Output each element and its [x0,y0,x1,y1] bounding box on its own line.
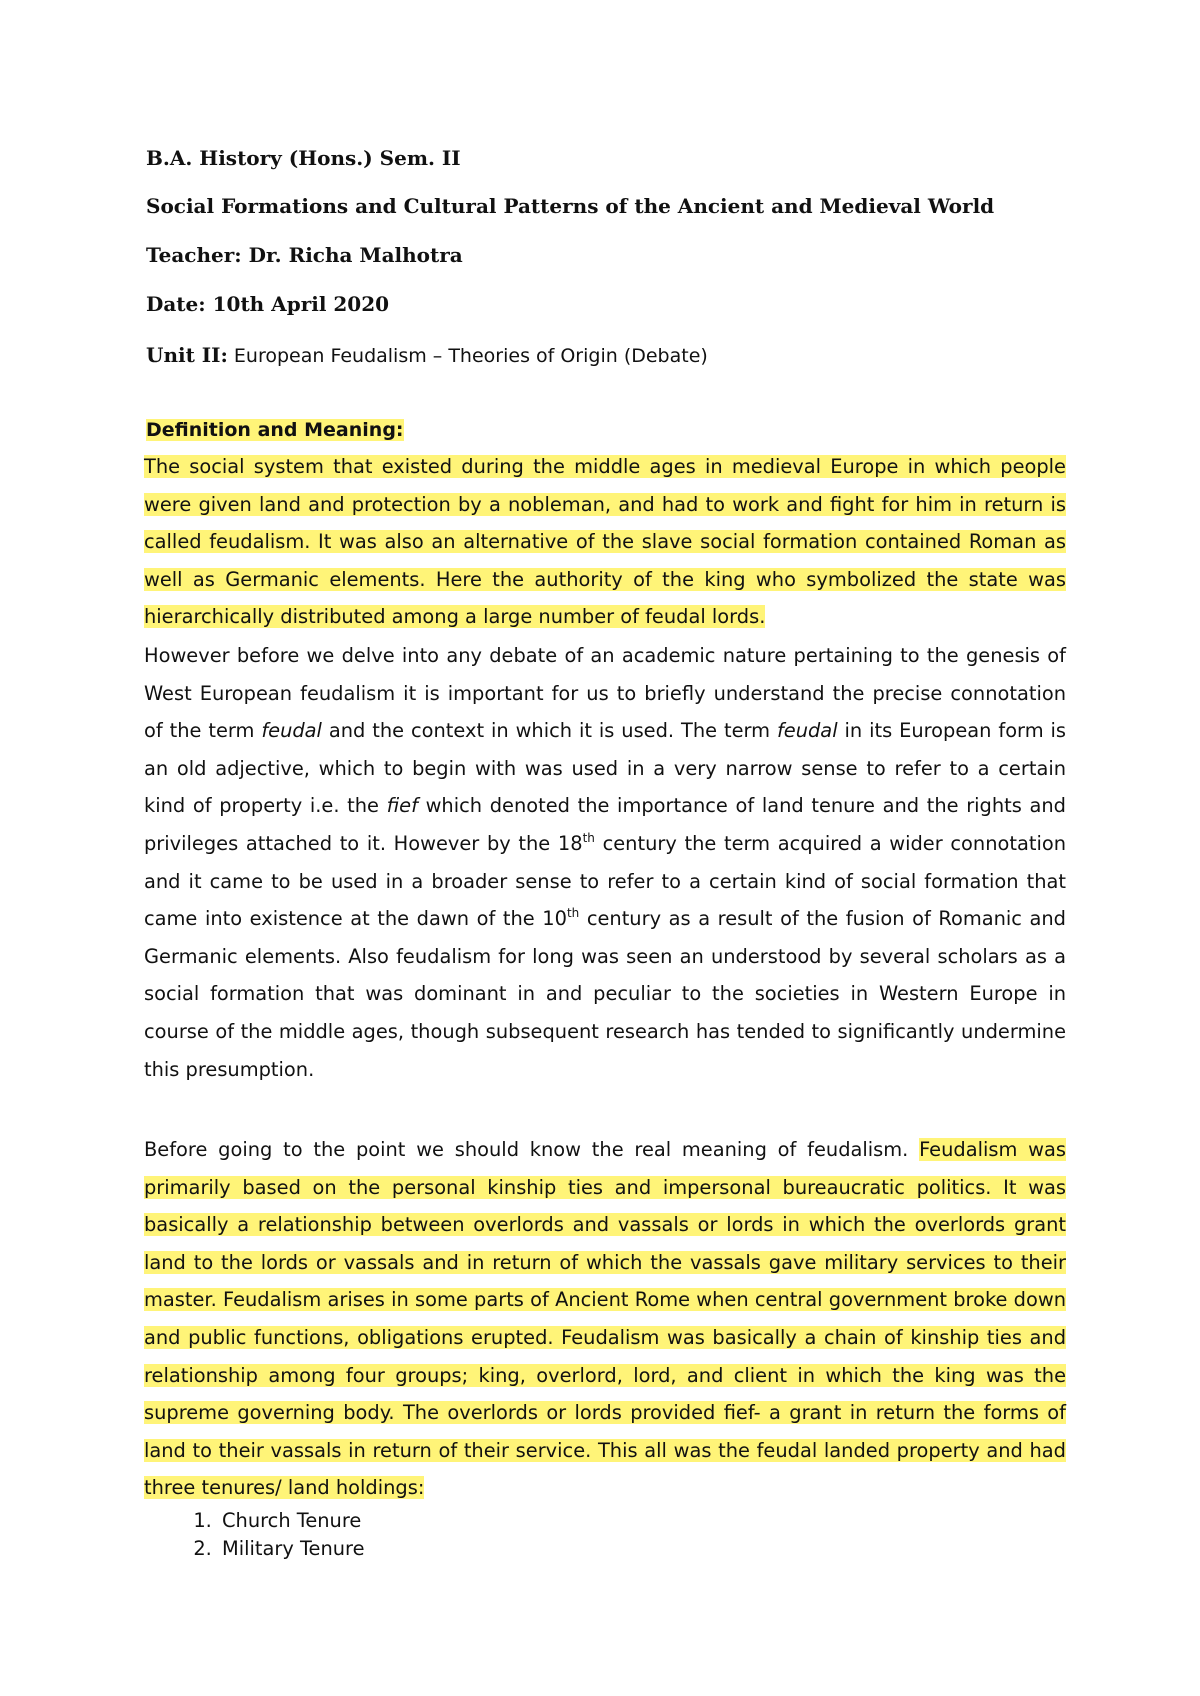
teacher-line: Teacher: Dr. Richa Malhotra [146,243,463,267]
unit-label: Unit II: [146,343,228,367]
context-text-2: and the context in which it is used. The term [321,719,777,743]
definition-heading [146,417,404,443]
unit-title: European Feudalism – Theories of Origin (Debate) [227,345,708,367]
definition-title: Definition and Meaning: [146,419,404,441]
definition-text: The social system that existed during the middle ages in medieval Europe in which people were given land and protection by a nobleman, and had to work and fight for him in return is called feudalism. It was also an alternative of the slave social formation contained Roman as well as Germanic elements. Here the authority of the king who symbolized the state was hierarchically distributed among a large number of feudal lords. [144,455,1066,629]
term-feudal-1: feudal [261,719,322,743]
unit-line [146,342,708,369]
paper-title: Social Formations and Cultural Patterns of the Ancient and Medieval World [146,194,995,218]
list-item: 2. Military Tenure [218,1535,365,1563]
term-fief: fief [386,794,418,818]
meaning-highlight: Feudalism was primarily based on the personal kinship ties and impersonal bureaucratic politics. It was basically a relationship between overlords and vassals or lords in which the overlords grant land to the lords or vassals and in return of which the vassals gave military services to their master. Feudalism arises in some parts of Ancient Rome when central government broke down and public functions, obligations erupted. Feudalism was basically a chain of kinship ties and relationship among four groups; king, overlord, lord, and client in which the king was the supreme governing body. The overlords or lords provided fief- a grant in return the forms of land to their vassals in return of their service. This all was the feudal landed property and had three tenures/ land holdings: [144,1138,1066,1500]
context-text-4: which denoted the importance of land tenure and the rights and privileges attached to it. However by the 18 [144,794,1066,855]
superscript-th-1: th [582,830,595,845]
tenure-list [186,1507,365,1563]
context-text-1: However before we delve into any debate of an academic nature pertaining to the genesis of West European feudalism it is important for us to briefly understand the precise connotation of the term [144,644,1066,743]
context-text-5: century the term acquired a wider connotation and it came to be used in a broader sense to refer to a certain kind of social formation that came into existence at the dawn of the 10 [144,831,1066,931]
superscript-th-2: th [566,906,580,921]
meaning-intro: Before going to the point we should know the real meaning of feudalism. [144,1138,920,1161]
context-text-6: century as a result of the fusion of Romanic and Germanic elements. Also feudalism for long was seen an understood by several scholars as a social formation that was dominant in and peculiar to the societies in Western Europe in course of the middle ages, though subsequent research has tended to significantly undermine this presumption. [144,907,1066,1081]
course-heading: B.A. History (Hons.) Sem. II [146,146,461,170]
context-paragraph [144,637,1066,1088]
date-line: Date: 10th April 2020 [146,292,390,316]
meaning-paragraph [144,1131,1066,1507]
list-item: 1. Church Tenure [218,1507,365,1535]
context-text-3: in its European form is an old adjective, which to begin with was used in a very narrow sense to refer to a certain kind of property i.e. the [144,719,1066,818]
definition-paragraph [144,448,1066,636]
term-feudal-2: feudal [776,719,838,743]
